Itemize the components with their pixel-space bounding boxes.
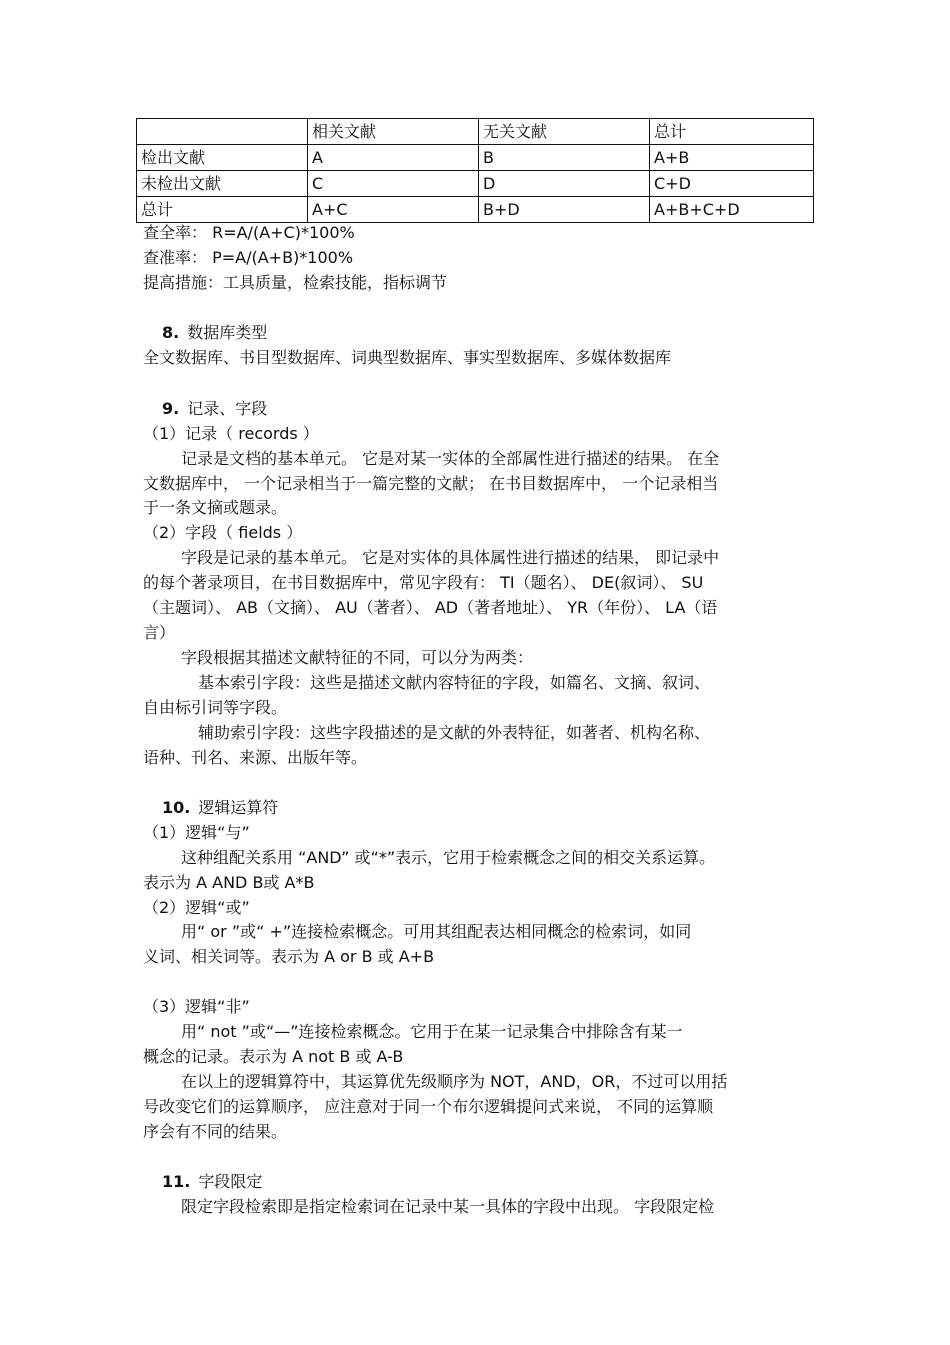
paragraph-line: 义词、相关词等。表示为 A or B 或 A+B [143, 947, 435, 966]
paragraph-line: 号改变它们的运算顺序， 应注意对于同一个布尔逻辑提问式来说， 不同的运算顺 [143, 1097, 714, 1116]
subheading: （2）字段（ fields ） [143, 523, 303, 542]
improvement-measures: 提高措施：工具质量，检索技能，指标调节 [143, 273, 448, 292]
paragraph-line: 基本索引字段：这些是描述文献内容特征的字段，如篇名、文摘、叙词、 [198, 673, 711, 692]
paragraph-line: 用“ or ”或“ +”连接检索概念。可用其组配表达相同概念的检索词，如同 [181, 922, 692, 941]
paragraph-line: （主题词）、 AB（文摘）、 AU（著者）、 AD（著者地址）、 YR（年份）、 LA（语 [143, 598, 718, 617]
paragraph-line: 记录是文档的基本单元。 它是对某一实体的全部属性进行描述的结果。 在全 [181, 449, 720, 468]
table-row [137, 171, 814, 197]
section-number: 10. [162, 798, 191, 817]
section-11-heading [162, 1170, 262, 1194]
paragraph-line: 这种组配关系用 “AND” 或“*”表示，它用于检索概念之间的相交关系运算。 [181, 848, 716, 867]
paragraph-line: 字段是记录的基本单元。 它是对实体的具体属性进行描述的结果， 即记录中 [181, 548, 720, 567]
paragraph-line: 辅助索引字段：这些字段描述的是文献的外表特征，如著者、机构名称、 [198, 723, 711, 742]
section-title: 数据库类型 [187, 323, 268, 342]
paragraph-line: 自由标引词等字段。 [143, 698, 288, 717]
table-cell: A+B [650, 145, 814, 171]
paragraph-line: 字段根据其描述文献特征的不同，可以分为两类： [181, 648, 534, 667]
table-cell [137, 119, 308, 145]
section-number: 8. [162, 323, 180, 342]
section-8-heading [162, 321, 267, 345]
section-10-heading [162, 796, 278, 820]
table-cell: 总计 [650, 119, 814, 145]
recall-formula: 查全率： R=A/(A+C)*100% [143, 223, 355, 242]
table-cell: C+D [650, 171, 814, 197]
subheading: （1）逻辑“与” [143, 823, 250, 842]
section-title: 逻辑运算符 [198, 798, 279, 817]
table-cell: A+C [308, 197, 479, 223]
paragraph-line: 概念的记录。表示为 A not B 或 A-B [143, 1047, 404, 1066]
table-cell: C [308, 171, 479, 197]
subheading: （2）逻辑“或” [143, 898, 250, 917]
table-cell: 检出文献 [137, 145, 308, 171]
retrieval-result-table [136, 118, 814, 223]
precision-formula: 查准率： P=A/(A+B)*100% [143, 248, 354, 267]
table-cell: 总计 [137, 197, 308, 223]
section-title: 字段限定 [198, 1172, 263, 1191]
table-row [137, 145, 814, 171]
table-cell: 未检出文献 [137, 171, 308, 197]
table-cell: A+B+C+D [650, 197, 814, 223]
paragraph-line: 的每个著录项目，在书目数据库中，常见字段有： TI（题名）、 DE(叙词）、 SU [143, 573, 704, 592]
paragraph-line: 全文数据库、书目型数据库、词典型数据库、事实型数据库、多媒体数据库 [143, 348, 672, 367]
paragraph-line: 用“ not ”或“—”连接检索概念。它用于在某一记录集合中排除含有某一 [181, 1022, 683, 1041]
table-row [137, 197, 814, 223]
table-cell: B [479, 145, 650, 171]
paragraph-line: 言） [143, 623, 176, 642]
paragraph-line: 序会有不同的结果。 [143, 1122, 288, 1141]
paragraph-line: 文数据库中， 一个记录相当于一篇完整的文献； 在书目数据库中， 一个记录相当 [143, 474, 719, 493]
paragraph-line: 限定字段检索即是指定检索词在记录中某一具体的字段中出现。 字段限定检 [181, 1197, 715, 1216]
paragraph-line: 在以上的逻辑算符中，其运算优先级顺序为 NOT，AND，OR，不过可以用括 [181, 1072, 728, 1091]
section-title: 记录、字段 [187, 399, 268, 418]
section-number: 11. [162, 1172, 191, 1191]
table-header-row [137, 119, 814, 145]
table-cell: B+D [479, 197, 650, 223]
table-cell: D [479, 171, 650, 197]
table-cell: 无关文献 [479, 119, 650, 145]
subheading: （1）记录（ records ） [143, 424, 319, 443]
table-cell: A [308, 145, 479, 171]
paragraph-line: 语种、刊名、来源、出版年等。 [143, 748, 368, 767]
section-number: 9. [162, 399, 180, 418]
paragraph-line: 于一条文摘或题录。 [143, 498, 288, 517]
section-9-heading [162, 397, 267, 421]
table-cell: 相关文献 [308, 119, 479, 145]
paragraph-line: 表示为 A AND B或 A*B [143, 873, 315, 892]
subheading: （3）逻辑“非” [143, 997, 250, 1016]
